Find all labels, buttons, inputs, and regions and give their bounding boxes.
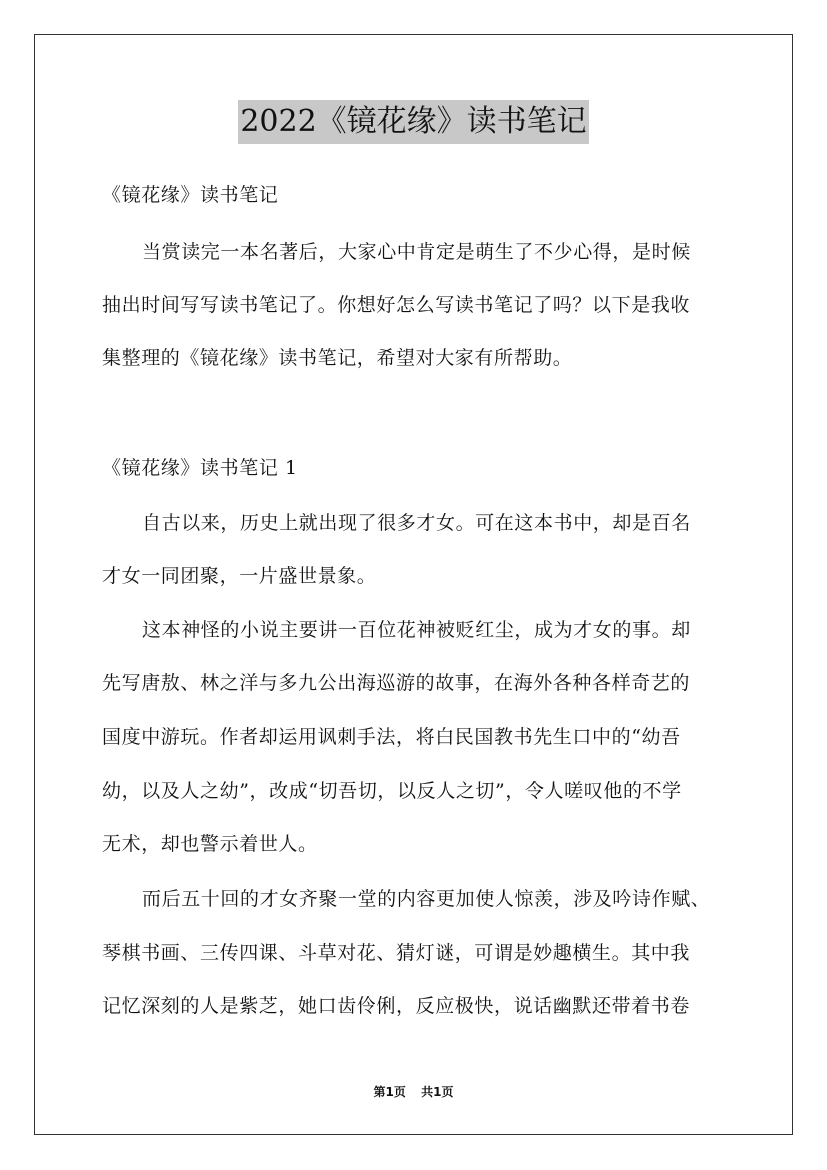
- body-line: 国度中游玩。作者却运用讽刺手法，将白民国教书先生口中的“幼吾: [102, 726, 681, 748]
- page-total: 共1页: [421, 1085, 454, 1099]
- body-line: 记忆深刻的人是紫芝，她口齿伶俐，反应极快，说话幽默还带着书卷: [102, 995, 691, 1017]
- body-line: 琴棋书画、三传四课、斗草对花、猜灯谜，可谓是妙趣横生。其中我: [102, 942, 691, 964]
- body-line: 这本神怪的小说主要讲一百位花神被贬红尘，成为才女的事。却: [142, 619, 691, 641]
- body-line: 自古以来，历史上就出现了很多才女。可在这本书中，却是百名: [142, 512, 691, 534]
- body-line: 无术，却也警示着世人。: [102, 833, 318, 855]
- body-line: 当赏读完一本名著后，大家心中肯定是萌生了不少心得，是时候: [142, 241, 691, 263]
- section-heading-intro: 《镜花缘》读书笔记: [102, 184, 279, 206]
- section-heading-note-1: 《镜花缘》读书笔记 1: [102, 457, 298, 479]
- title-container: [0, 100, 827, 144]
- body-line: 而后五十回的才女齐聚一堂的内容更加使人惊羡，涉及吟诗作赋、: [142, 888, 711, 910]
- body-line: 集整理的《镜花缘》读书笔记，希望对大家有所帮助。: [102, 347, 573, 369]
- body-line: 幼，以及人之幼”，改成“切吾切，以反人之切”，令人嗟叹他的不学: [102, 780, 682, 802]
- page-footer: [0, 1083, 827, 1100]
- document-title: 2022《镜花缘》读书笔记: [238, 100, 588, 144]
- page-number: 第1页: [373, 1085, 406, 1099]
- body-line: 先写唐敖、林之洋与多九公出海巡游的故事，在海外各种各样奇艺的: [102, 672, 691, 694]
- body-line: 才女一同团聚，一片盛世景象。: [102, 565, 377, 587]
- body-line: 抽出时间写写读书笔记了。你想好怎么写读书笔记了吗？以下是我收: [102, 294, 691, 316]
